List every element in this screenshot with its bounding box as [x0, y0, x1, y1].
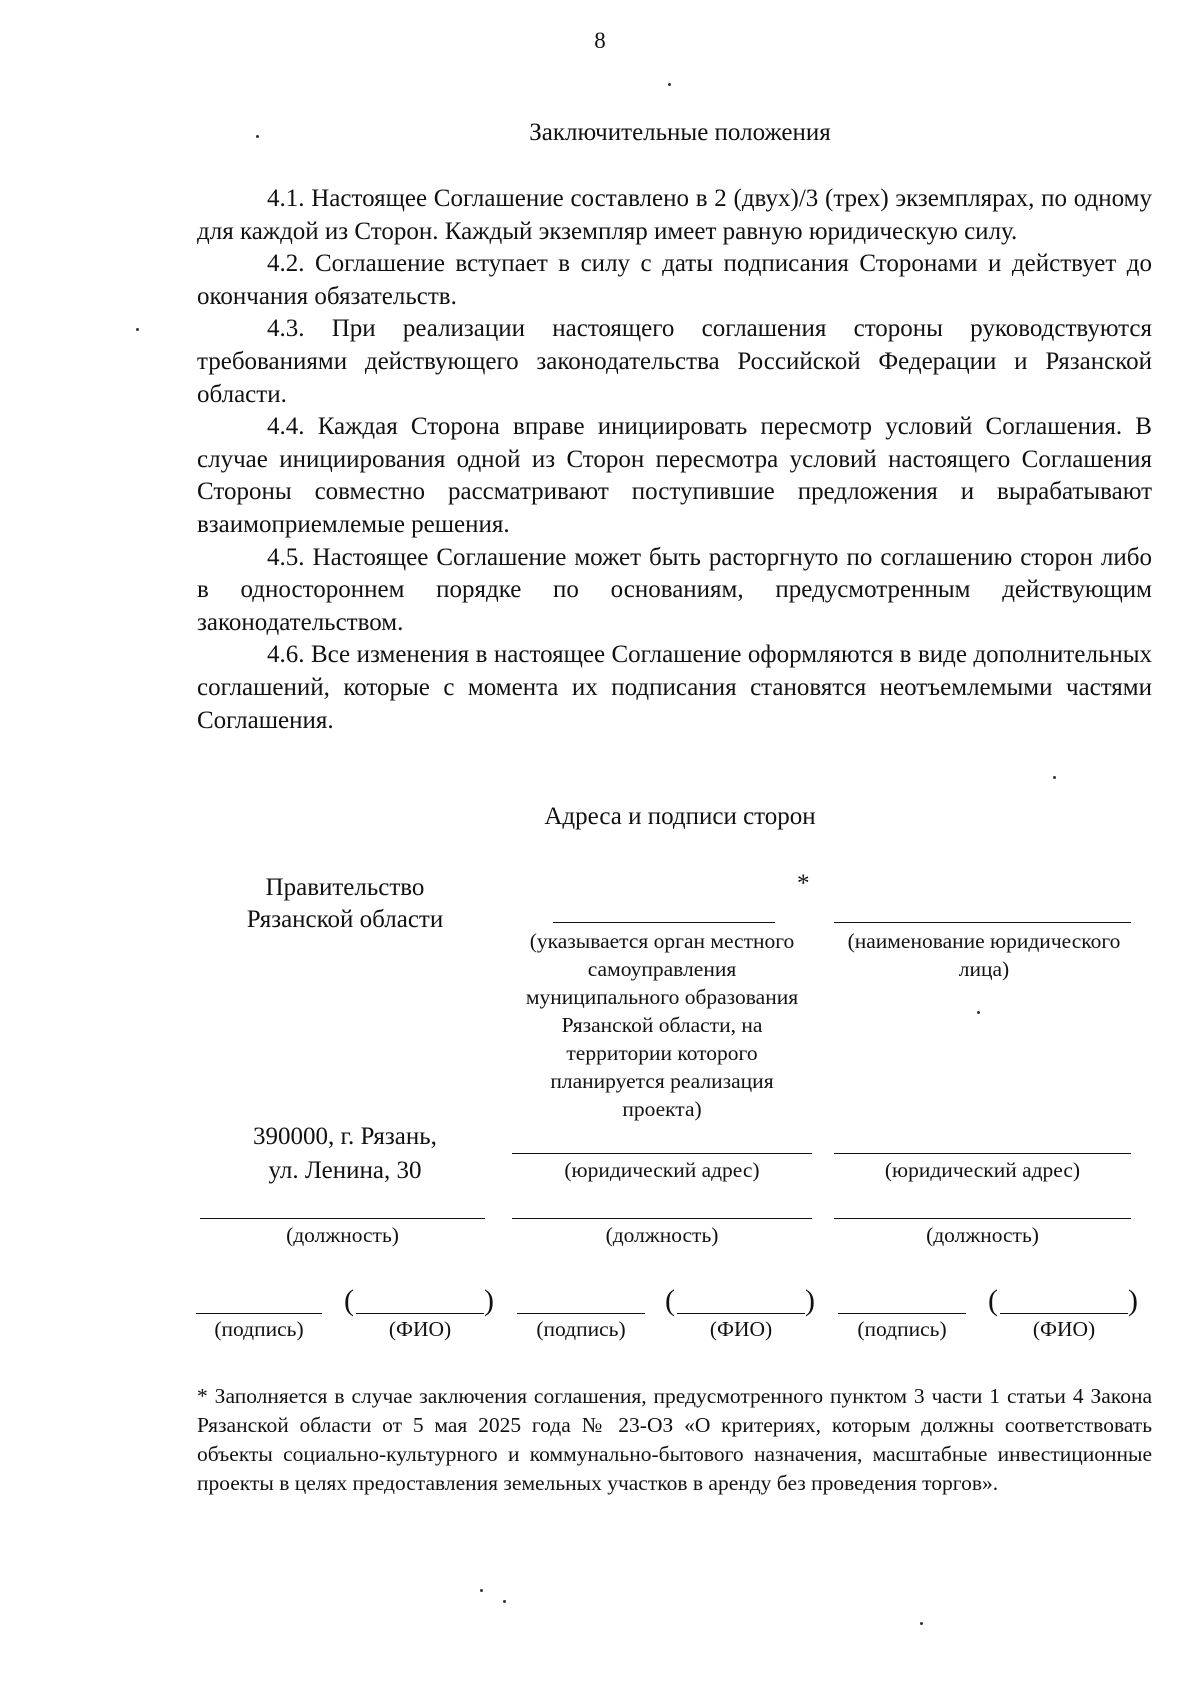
party2-paren-open: ( — [665, 1284, 675, 1317]
party2-address-line — [512, 1153, 812, 1154]
section-title: Заключительные положения — [529, 119, 831, 146]
party3-paren-open: ( — [988, 1284, 998, 1317]
party1-fullname-caption: (ФИО) — [388, 1317, 452, 1341]
scan-speck — [136, 328, 139, 331]
party2-fullname-caption: (ФИО) — [709, 1317, 773, 1341]
party2-name-line — [553, 922, 775, 923]
party1-name-line1: Правительство — [265, 874, 425, 901]
paragraph-4-1: 4.1. Настоящее Соглашение составлено в 2 (двух)/3 (трех) экземплярах, по одному для каждой из Сторон. Каждый экземпляр имеет равную юридическую силу. — [197, 185, 1152, 245]
party2-fullname-line — [677, 1313, 805, 1314]
scan-speck — [920, 1622, 923, 1625]
scan-speck — [256, 135, 259, 138]
body-text — [197, 183, 1152, 737]
footnote: * Заполняется в случае заключения соглашения, предусмотренного пунктом 3 части 1 статьи 4 Закона Рязанской области от 5 мая 2025 года № 23-ОЗ «О критериях, которым должны соответствовать объекты социально-культурного и коммунально-бытового назначения, масштабные инвестиционные проекты в целях предоставления земельных участков в аренду без проведения торгов». — [197, 1384, 1152, 1495]
party2-position-caption: (должность) — [605, 1223, 719, 1247]
party1-address — [197, 1120, 493, 1188]
party3-signature-caption: (подпись) — [857, 1317, 947, 1341]
party1-position-caption: (должность) — [286, 1223, 399, 1247]
party3-position-line — [834, 1218, 1131, 1219]
party3-address-caption: (юридический адрес) — [884, 1158, 1081, 1182]
page-number: 8 — [594, 28, 606, 53]
party2-name-caption: (указывается орган местного самоуправления муниципального образования Рязанской области, на территории которого планируется реализация проекта) — [525, 929, 799, 1121]
party3-name-caption: (наименование юридического лица) — [847, 929, 1121, 981]
party1-fullname-line — [356, 1313, 484, 1314]
party1-paren-open: ( — [344, 1284, 354, 1317]
party1-paren-close: ) — [484, 1284, 494, 1317]
paragraph-4-6: 4.6. Все изменения в настоящее Соглашение оформляются в виде дополнительных соглашений, которые с момента их подписания становятся неотъемлемыми частями Соглашения. — [197, 641, 1152, 734]
party2-signature-line — [517, 1313, 645, 1314]
scan-speck — [480, 1589, 483, 1592]
party3-paren-close: ) — [1128, 1284, 1138, 1317]
scan-speck — [1053, 776, 1056, 779]
scan-speck — [668, 83, 671, 86]
party1-signature-line — [196, 1313, 322, 1314]
paragraph-4-3: 4.3. При реализации настоящего соглашения стороны руководствуются требованиями действующего законодательства Российской Федерации и Рязанской области. — [197, 315, 1152, 408]
party3-fullname-line — [1000, 1313, 1128, 1314]
party3-address-line — [834, 1153, 1131, 1154]
party3-position-caption: (должность) — [926, 1223, 1039, 1247]
party1-name-line2: Рязанской области — [246, 906, 444, 933]
party3-fullname-caption: (ФИО) — [1032, 1317, 1096, 1341]
party2-signature-caption: (подпись) — [536, 1317, 626, 1341]
party1-signature-caption: (подпись) — [214, 1317, 304, 1341]
party1-address-line2: ул. Ленина, 30 — [268, 1157, 422, 1184]
scan-speck — [503, 1600, 506, 1603]
asterisk-mark: * — [797, 870, 810, 897]
party2-position-line — [512, 1218, 812, 1219]
signatures-title: Адреса и подписи сторон — [544, 803, 816, 830]
paragraph-4-5: 4.5. Настоящее Соглашение может быть расторгнуто по соглашению сторон либо в одностороннем порядке по основаниям, предусмотренным действующим законодательством. — [197, 543, 1152, 636]
party2-address-caption: (юридический адрес) — [564, 1158, 760, 1182]
party1-address-line1: 390000, г. Рязань, — [253, 1123, 437, 1150]
party1-name — [197, 872, 493, 936]
scan-speck — [977, 1011, 980, 1014]
party1-position-line — [200, 1218, 485, 1219]
paragraph-4-4: 4.4. Каждая Сторона вправе инициировать пересмотр условий Соглашения. В случае инициирования одной из Сторон пересмотра условий настоящего Соглашения Стороны совместно рассматривают поступившие предложения и вырабатывают взаимоприемлемые решения. — [197, 413, 1152, 538]
party3-name-line — [834, 922, 1131, 923]
party3-signature-line — [838, 1313, 966, 1314]
paragraph-4-2: 4.2. Соглашение вступает в силу с даты подписания Сторонами и действует до окончания обязательств. — [197, 250, 1152, 310]
party2-paren-close: ) — [805, 1284, 815, 1317]
